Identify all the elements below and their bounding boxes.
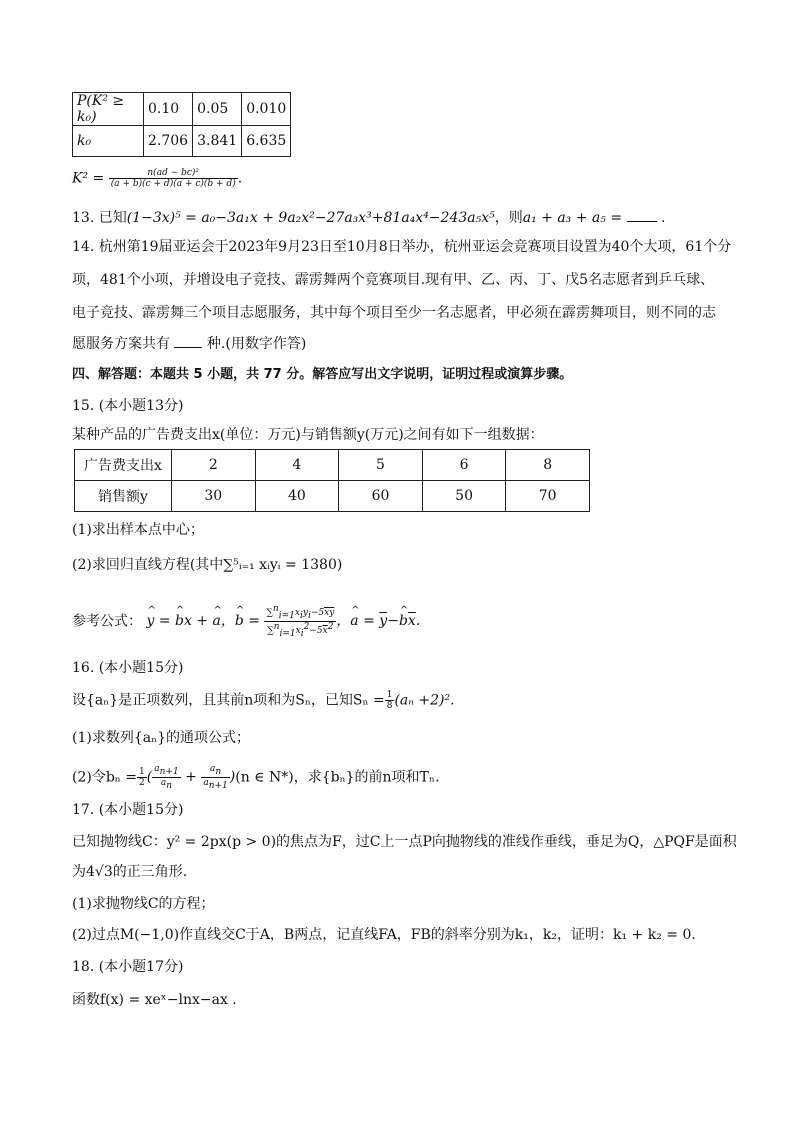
q18-line-1: 函数f(x) = xeˣ−lnx−ax . xyxy=(72,992,237,1008)
q16-statement xyxy=(72,690,722,711)
table-cell: P(K² ≥ k₀) xyxy=(73,93,144,126)
q13-ask: a₁ + a₃ + a₅ = xyxy=(522,210,623,226)
q14-line-4-a: 愿服务方案共有 xyxy=(72,336,170,352)
q13-end: . xyxy=(660,210,666,226)
regression-equation: ^ y = ^ bx + ^ a，^ b = xyxy=(146,613,264,629)
table-row xyxy=(73,126,291,157)
formula-numerator: n(ad − bc)² xyxy=(109,168,238,179)
b-hat-fraction: $\frac{\sum^n_{i=1}x_iy_i-5\overline{x}\overline{y}}{\sum^n_{i=1}x_i^2-5\overline{x}^2}$ xyxy=(266,604,335,639)
formula-fraction xyxy=(109,168,238,189)
q14-line-4-b: 种.(用数字作答) xyxy=(206,336,307,352)
q17-part-2: (2)过点M(−1,0)作直线交C于A，B两点，记直线FA，FB的斜率分别为k₁，k₂，证明：k₁ + k₂ = 0. xyxy=(72,927,696,943)
q16-statement-b: (aₙ +2)². xyxy=(394,692,455,709)
table-cell: 40 xyxy=(255,481,339,512)
table-cell: 6.635 xyxy=(242,126,291,157)
k2-formula: K² = $\frac{\text{n(ad − bc)²}}{(a + b)(c + d)(a + c)(b + d)}$ . xyxy=(72,168,243,189)
q14-line-4 xyxy=(72,333,722,354)
q16-part-2-a: (2)令bₙ = xyxy=(72,769,138,786)
q15-part-1: (1)求出样本点中心； xyxy=(72,522,204,538)
q17-line-1: 已知抛物线C：y² = 2px(p > 0)的焦点为F，过C上一点P向抛物线的准线作垂线，垂足为Q，△PQF是面积 xyxy=(72,834,737,850)
table-header-cell: 广告费支出x xyxy=(75,450,172,481)
q13-prefix: 13. 已知 xyxy=(72,210,127,226)
q16-statement-a: 设{aₙ}是正项数列，且其前n项和为Sₙ，已知Sₙ = xyxy=(72,692,385,709)
one-eighth-fraction: $\frac{1}{8}$ xyxy=(386,690,393,711)
q16-bn-expression: ( $\frac{a_{n+1}}{a_n}$ + $\frac{a_n}{a_{n+1}}$ ) xyxy=(146,764,236,791)
q16-heading: 16. (本小题15分) xyxy=(72,660,184,676)
table-cell: 30 xyxy=(172,481,256,512)
formula-lhs: K² = xyxy=(72,170,109,187)
table-cell: 6 xyxy=(422,450,506,481)
table-cell: 5 xyxy=(339,450,423,481)
a-hat-equation: ，^ $a = \overline{y}-\^{}$ $b\overline{x}$. xyxy=(336,613,420,629)
q13-expression: (1−3x)⁵ = a₀−3a₁x + 9a₂x²−27a₃x³+81a₄x⁴−243a₅x⁵ xyxy=(126,210,495,226)
table-cell: 50 xyxy=(422,481,506,512)
data-table xyxy=(74,449,590,512)
table-header-cell: 销售额y xyxy=(75,481,172,512)
table-row xyxy=(75,481,590,512)
q15-intro: 某种产品的广告费支出x(单位：万元)与销售额y(万元)之间有如下一组数据： xyxy=(72,427,544,443)
q18-heading: 18. (本小题17分) xyxy=(72,959,184,975)
table-cell: 2.706 xyxy=(144,126,193,157)
table-row xyxy=(75,450,590,481)
question-13 xyxy=(72,207,722,228)
table-cell: 8 xyxy=(506,450,590,481)
q13-mid: ，则 xyxy=(494,210,523,226)
table-cell: 0.05 xyxy=(193,93,242,126)
q16-part-2-b: (n ∈ N*)，求{bₙ}的前n项和Tₙ. xyxy=(235,769,440,786)
q15-reference-formula xyxy=(72,604,722,639)
q17-line-2: 为4√3的正三角形. xyxy=(72,864,188,880)
table-cell: 60 xyxy=(339,481,423,512)
table-cell: 4 xyxy=(255,450,339,481)
answer-blank[interactable] xyxy=(627,207,657,222)
reference-label: 参考公式： xyxy=(72,613,142,630)
table-cell: 2 xyxy=(172,450,256,481)
q16-part-1: (1)求数列{aₙ}的通项公式； xyxy=(72,730,251,746)
q15-heading: 15. (本小题13分) xyxy=(72,398,184,414)
table-row xyxy=(73,93,291,126)
table-cell: k₀ xyxy=(73,126,144,157)
section-4-heading: 四、解答题：本题共 5 小题，共 77 分。解答应写出文字说明，证明过程或演算步骤。 xyxy=(72,367,573,382)
q14-line-3: 电子竞技、霹雳舞三个项目志愿服务，其中每个项目至少一名志愿者，甲必须在霹雳舞项目，则不同的志 xyxy=(72,305,716,321)
q17-part-1: (1)求抛物线C的方程； xyxy=(72,896,215,912)
formula-denominator: (a + b)(c + d)(a + c)(b + d) xyxy=(110,179,236,189)
q15-part-2: (2)求回归直线方程(其中∑⁵ᵢ₌₁ xᵢyᵢ = 1380) xyxy=(72,557,343,573)
q14-line-1: 14. 杭州第19届亚运会于2023年9月23日至10月8日举办，杭州亚运会竞赛项目设置为40个大项，61个分 xyxy=(72,239,732,255)
q16-part-2 xyxy=(72,764,722,791)
table-cell: 3.841 xyxy=(193,126,242,157)
table-cell: 0.010 xyxy=(242,93,291,126)
answer-blank[interactable] xyxy=(174,333,202,348)
table-cell: 0.10 xyxy=(144,93,193,126)
table-cell: 70 xyxy=(506,481,590,512)
critical-value-table xyxy=(72,92,291,157)
q17-heading: 17. (本小题15分) xyxy=(72,802,184,818)
half-fraction: $\frac{1}{2}$ xyxy=(139,766,145,788)
q14-line-2: 项，481个小项，并增设电子竞技、霹雳舞两个竞赛项目.现有甲、乙、丙、丁、戊5名志愿者到乒乓球、 xyxy=(72,272,715,288)
